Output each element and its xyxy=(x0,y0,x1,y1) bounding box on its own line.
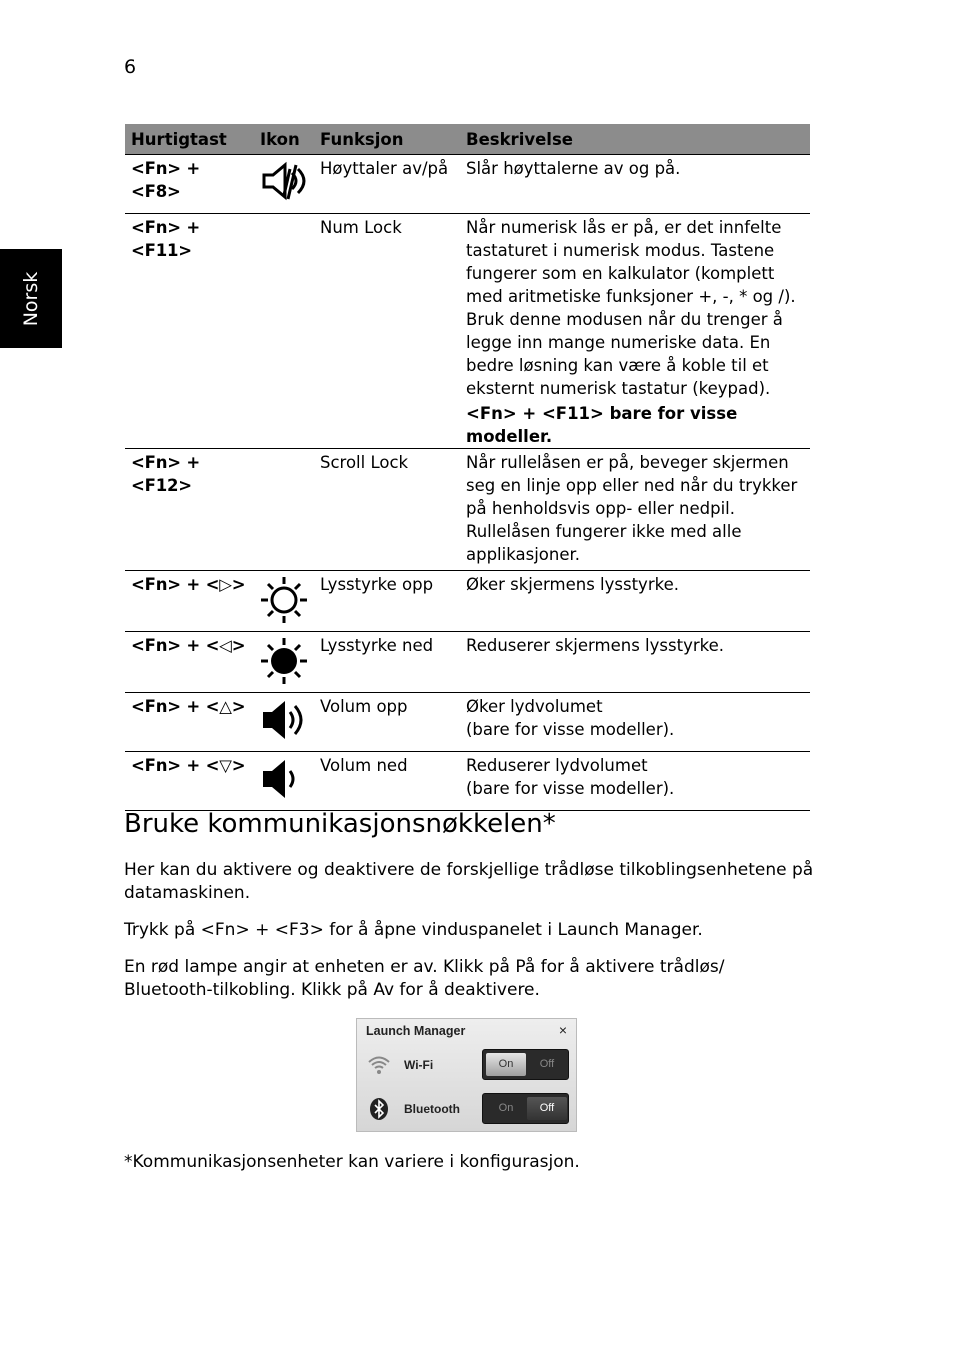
speaker-mute-icon xyxy=(260,159,308,203)
table-row xyxy=(125,632,810,693)
hotkey-cell: <Fn> + <▷> xyxy=(125,571,254,632)
wifi-icon xyxy=(367,1053,391,1077)
wifi-off-button[interactable]: Off xyxy=(539,1058,555,1070)
close-icon[interactable]: × xyxy=(558,1022,567,1038)
bluetooth-icon xyxy=(367,1097,391,1121)
header-description: Beskrivelse xyxy=(460,124,810,155)
hotkey-table xyxy=(125,124,810,811)
table-row xyxy=(125,155,810,214)
bluetooth-toggle[interactable] xyxy=(482,1093,569,1124)
description-cell: Slår høyttalerne av og på. xyxy=(460,155,810,214)
hotkey-cell: <Fn> + <F8> xyxy=(125,155,254,214)
table-row xyxy=(125,214,810,449)
brightness-down-icon xyxy=(260,636,308,686)
description-line-1: Reduserer lydvolumet xyxy=(466,756,648,775)
bluetooth-label: Bluetooth xyxy=(404,1102,460,1116)
page-number: 6 xyxy=(124,56,137,78)
wifi-toggle[interactable] xyxy=(482,1049,569,1080)
function-cell: Høyttaler av/på xyxy=(314,155,460,214)
icon-cell xyxy=(254,632,314,693)
function-cell: Lysstyrke ned xyxy=(314,632,460,693)
bluetooth-off-button[interactable]: Off xyxy=(527,1097,567,1120)
hotkey-cell: <Fn> + <△> xyxy=(125,693,254,752)
icon-cell xyxy=(254,214,314,449)
description-cell: Reduserer skjermens lysstyrke. xyxy=(460,632,810,693)
function-cell: Num Lock xyxy=(314,214,460,449)
description-cell xyxy=(460,214,810,449)
volume-down-icon xyxy=(260,756,308,802)
paragraph: En rød lampe angir at enheten er av. Klikk på På for å aktivere trådløs/ Bluetooth-tilkobling. Klikk på Av for å deaktivere. xyxy=(124,957,725,1000)
language-side-tab xyxy=(0,249,62,348)
wifi-on-button[interactable]: On xyxy=(486,1053,526,1076)
model-note: <Fn> + <F11> bare for visse modeller. xyxy=(466,404,738,446)
footnote: *Kommunikasjonsenheter kan variere i konfigurasjon. xyxy=(124,1152,580,1172)
function-cell: Volum ned xyxy=(314,752,460,811)
launch-manager-title: Launch Manager xyxy=(366,1024,466,1038)
bluetooth-on-button[interactable]: On xyxy=(498,1102,514,1114)
header-function: Funksjon xyxy=(314,124,460,155)
hotkey-cell: <Fn> + <▽> xyxy=(125,752,254,811)
bluetooth-row xyxy=(357,1093,576,1125)
header-icon: Ikon xyxy=(254,124,314,155)
hotkey-cell: <Fn> + <F12> xyxy=(125,449,254,571)
section-heading: Bruke kommunikasjonsnøkkelen* xyxy=(124,809,556,839)
header-hotkey: Hurtigtast xyxy=(125,124,254,155)
description-line-1: Øker lydvolumet xyxy=(466,697,603,716)
table-row xyxy=(125,693,810,752)
description-cell xyxy=(460,752,810,811)
wifi-label: Wi-Fi xyxy=(404,1058,434,1072)
function-cell: Volum opp xyxy=(314,693,460,752)
icon-cell xyxy=(254,571,314,632)
description-text: Når numerisk lås er på, er det innfelte tastaturet i numerisk modus. Tastene fungerer som en kalkulator (komplett med aritmetiske funksjoner +, -, * og /). Bruk denne modusen når du trenger å legge inn mange numeriske data. En bedre løsning kan være å koble til et eksternt numerisk tastatur (keypad). xyxy=(466,218,796,398)
brightness-up-icon xyxy=(260,575,308,625)
description-cell: Øker skjermens lysstyrke. xyxy=(460,571,810,632)
icon-cell xyxy=(254,155,314,214)
table-header-row xyxy=(125,124,810,155)
icon-cell xyxy=(254,693,314,752)
table-row xyxy=(125,449,810,571)
wifi-row xyxy=(357,1049,576,1081)
launch-manager-panel xyxy=(356,1018,577,1132)
volume-up-icon xyxy=(260,697,308,743)
paragraph: Her kan du aktivere og deaktivere de forskjellige trådløse tilkoblingsenhetene på datamaskinen. xyxy=(124,860,814,903)
language-label: Norsk xyxy=(20,271,42,327)
hotkey-cell: <Fn> + <F11> xyxy=(125,214,254,449)
description-line-2: (bare for visse modeller). xyxy=(466,779,675,798)
icon-cell xyxy=(254,449,314,571)
table-row xyxy=(125,571,810,632)
hotkey-cell: <Fn> + <◁> xyxy=(125,632,254,693)
function-cell: Lysstyrke opp xyxy=(314,571,460,632)
table-row xyxy=(125,752,810,811)
paragraph: Trykk på <Fn> + <F3> for å åpne vinduspanelet i Launch Manager. xyxy=(124,920,703,940)
description-cell: Når rullelåsen er på, beveger skjermen seg en linje opp eller ned når du trykker på henholdsvis opp- eller nedpil. Rullelåsen fungerer ikke med alle applikasjoner. xyxy=(460,449,810,571)
icon-cell xyxy=(254,752,314,811)
description-line-2: (bare for visse modeller). xyxy=(466,720,675,739)
function-cell: Scroll Lock xyxy=(314,449,460,571)
description-cell xyxy=(460,693,810,752)
